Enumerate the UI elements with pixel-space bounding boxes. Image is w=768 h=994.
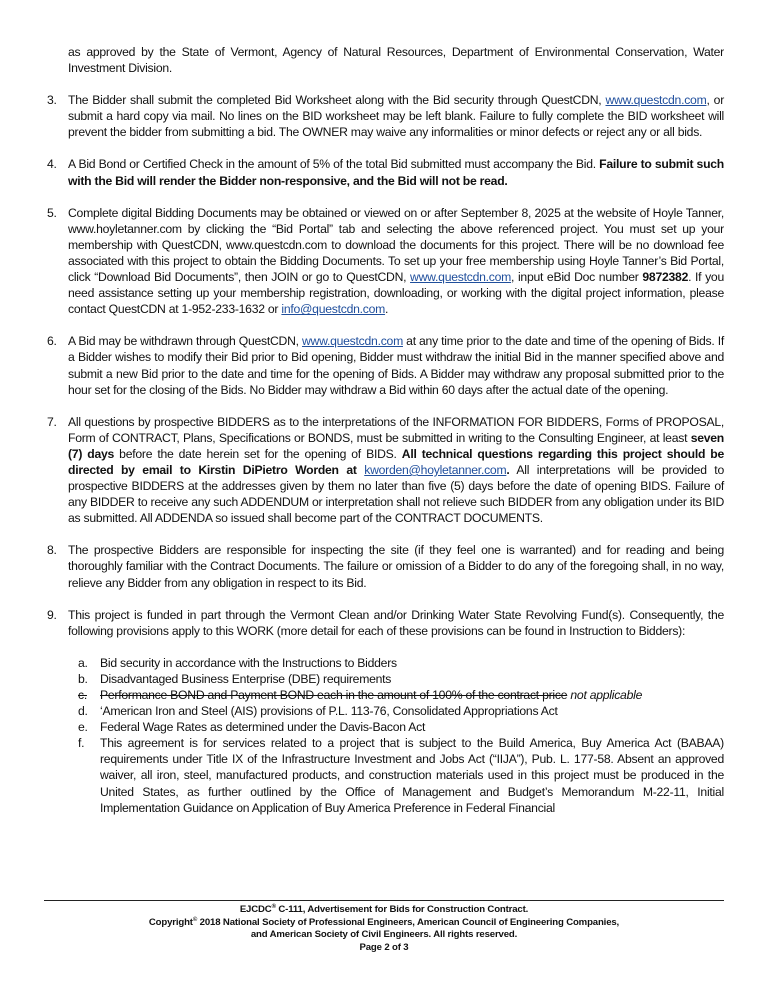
sub-item-b — [78, 671, 724, 687]
item-text: The Bidder shall submit the completed Bid Worksheet along with the Bid security through QuestCDN, — [68, 93, 606, 108]
sub-item-letter: c. — [78, 688, 87, 702]
registered-mark: ® — [271, 903, 276, 910]
item-number: 8. — [47, 543, 57, 558]
footer-line-3: and American Society of Civil Engineers. All rights reserved. — [250, 929, 518, 941]
list-item-3 — [44, 92, 724, 140]
bold-text: seven (7) days — [68, 430, 724, 461]
item-number: 5. — [47, 205, 57, 220]
sub-item-letter: f. — [78, 736, 85, 751]
sub-item-text: Federal Wage Rates as determined under the Davis-Bacon Act — [100, 720, 426, 735]
footer-text: EJCDC — [239, 904, 272, 915]
sub-item-e — [78, 719, 724, 735]
sub-item-text: This agreement is for services related to a project that is subject to the Build America, Buy America Act (BABAA) requirements under Title IX of the Infrastructure Investment and Jobs Act (“IIJA”), Pub. L. 177-58. Absent an approved waiver, all iron, steel, manufactured products, and construction materials used in this project must be produced in the United States, as further outlined by the Office of Management and Budget’s Memorandum M-22-11, Initial Implementation Guidance on Application of Buy America Preference in Federal Financial — [100, 736, 724, 815]
list-item-4 — [44, 156, 724, 188]
sub-item-letter: b. — [78, 671, 88, 686]
item-text: A Bid Bond or Certified Check in the amount of 5% of the total Bid submitted must accompany the Bid. — [68, 157, 600, 172]
item-number: 9. — [47, 607, 57, 622]
bold-text: . — [506, 462, 510, 477]
item-text: All questions by prospective BIDDERS as to the interpretations of the INFORMATION FOR BIDDERS, Forms of PROPOSAL, Form of CONTRACT, Plans, Specifications or BONDS, must be submitted in writing to the Consulting Engineer, at least — [68, 414, 724, 445]
item-number: 3. — [47, 93, 57, 108]
not-applicable-note: not applicable — [567, 688, 643, 702]
item-text: The prospective Bidders are responsible for inspecting the site (if they feel one is warranted) and for reading and being thoroughly familiar with the Contract Documents. The failure or omission of a Bidder to do any of the foregoing shall, in no way, relieve any Bidder from any obligation in respect to its Bid. — [68, 543, 724, 590]
footer-text: Copyright — [148, 916, 193, 928]
questcdn-link[interactable]: www.questcdn.com — [410, 270, 512, 285]
document-body — [44, 44, 724, 816]
item-text: at any time prior to the date and time of the opening of Bids. If a Bidder wishes to modify their Bid prior to Bid opening, Bidder must withdraw the initial Bid in the manner specified above and submit a new Bid prior to the date and time for the opening of Bids. A Bidder may withdraw any proposal submitted prior to the hour set for the closing of the Bids. No Bidder may withdraw a Bid within 60 days after the actual date of the opening. — [68, 334, 724, 397]
footer-divider — [44, 900, 724, 901]
sub-item-a — [78, 655, 724, 671]
questcdn-link[interactable]: www.questcdn.com — [605, 93, 707, 108]
item-text: . If you need assistance setting up your membership registration, downloading, or working with the digital project information, please contact QuestCDN at 1-952-233-1632 or — [68, 270, 724, 317]
intro-continuation: as approved by the State of Vermont, Agency of Natural Resources, Department of Environmental Conservation, Water Investment Division. — [68, 45, 724, 76]
item-text: before the date herein set for the opening of BIDS. — [114, 446, 402, 461]
bold-text: All technical questions regarding this project should be directed by email to Kirstin DiPietro Worden at — [68, 446, 724, 477]
sub-item-text: ‘American Iron and Steel (AIS) provisions of P.L. 113-76, Consolidated Appropriations Act — [100, 704, 558, 719]
footer-line-2 — [44, 917, 724, 930]
item-text: , or submit a hard copy via mail. No lines on the BID worksheet may be left blank. Failure to fully complete the BID worksheet will prevent the bidder from submitting a bid. The OWNER may waive any informalities or minor defects or reject any or all bids. — [68, 93, 725, 140]
kworden-email-link[interactable]: kworden@hoyletanner.com — [364, 462, 507, 477]
bold-warning-text: Failure to submit such with the Bid will render the Bidder non-responsive, and the Bid will not be read. — [68, 157, 724, 188]
sub-item-c — [78, 687, 724, 703]
page-number: Page 2 of 3 — [359, 941, 409, 953]
sub-item-letter: e. — [78, 720, 88, 735]
ebid-doc-number: 9872382 — [642, 270, 689, 285]
item-text: , input eBid Doc number — [511, 270, 643, 285]
sub-item-text: Bid security in accordance with the Instructions to Bidders — [100, 655, 397, 670]
footer-text: 2018 National Society of Professional Engineers, American Council of Engineering Companies, — [197, 916, 620, 928]
sub-item-text: Disadvantaged Business Enterprise (DBE) requirements — [100, 671, 392, 686]
list-item-7 — [44, 414, 724, 527]
item-number: 4. — [47, 157, 57, 172]
funding-provisions-list — [44, 655, 724, 816]
item-text: A Bid may be withdrawn through QuestCDN, — [68, 334, 302, 349]
struck-sub-item-text: Performance BOND and Payment BOND each in the amount of 100% of the contract price — [100, 688, 568, 702]
questcdn-link[interactable]: www.questcdn.com — [301, 334, 403, 349]
item-number: 6. — [47, 334, 57, 349]
sub-item-letter: d. — [78, 704, 88, 719]
footer-line-1 — [44, 904, 724, 917]
item-text: Complete digital Bidding Documents may be obtained or viewed on or after September 8, 2025 at the website of Hoyle Tanner, www.hoyletanner.com by clicking the “Bid Portal” tab and selecting the above referenced project. You must set up your membership with QuestCDN, www.questcdn.com to download the documents for this project. There will be no download fee associated with this project to obtain the Bidding Documents. To set up your free membership using Hoyle Tanner’s Bid Portal, click “Download Bid Documents”, then JOIN or go to QuestCDN, — [68, 205, 724, 285]
sub-item-d — [78, 703, 724, 719]
copyright-mark: © — [192, 916, 198, 923]
item-text: This project is funded in part through the Vermont Clean and/or Drinking Water State Revolving Fund(s). Consequently, the following provisions apply to this WORK (more detail for each of these provisions can be found in Instruction to Bidders): — [68, 607, 724, 638]
list-item-9 — [44, 607, 724, 639]
list-item-6 — [44, 333, 724, 397]
list-item-8 — [44, 542, 724, 590]
info-email-link[interactable]: info@questcdn.com — [281, 302, 386, 317]
page-footer — [44, 904, 724, 954]
item-number: 7. — [47, 414, 57, 429]
item-text: . — [385, 302, 389, 317]
footer-text: C-111, Advertisement for Bids for Construction Contract. — [275, 904, 529, 915]
item-text: All interpretations will be provided to prospective BIDDERS at the addresses given by them no later than five (5) days before the date of opening BIDS. Failure of any BIDDER to receive any such ADDENDUM or interpretation shall not relieve such BIDDER from any obligation under its BID as submitted. All ADDENDA so issued shall become part of the CONTRACT DOCUMENTS. — [68, 462, 724, 526]
sub-item-letter: a. — [78, 655, 88, 670]
sub-item-f — [78, 735, 724, 815]
list-item-5 — [44, 205, 724, 318]
